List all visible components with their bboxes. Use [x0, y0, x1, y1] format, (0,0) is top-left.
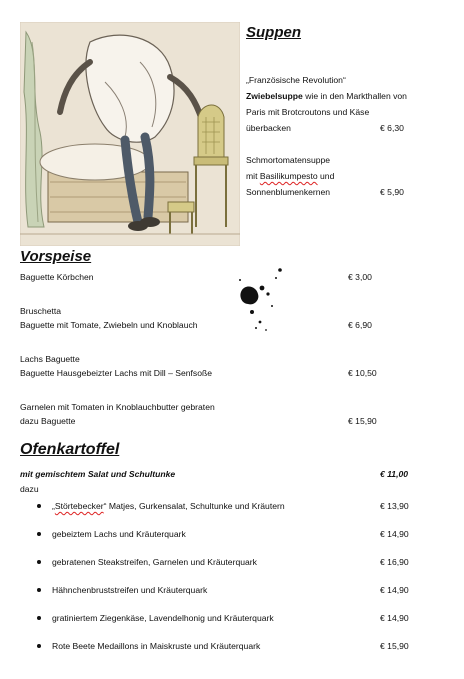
bullet-dot — [37, 504, 41, 508]
suppe1-name: Zwiebelsuppe — [246, 91, 303, 101]
suppen-heading: Suppen — [246, 24, 301, 41]
bullet-dot — [37, 616, 41, 620]
ofenkartoffel-item-label: Hähnchenbruststreifen und Kräuterquark — [52, 585, 208, 595]
vorspeise-item-price: € 15,90 — [348, 416, 377, 426]
vorspeise-item-title: Garnelen mit Tomaten in Knoblauchbutter gebraten — [20, 402, 215, 412]
ofenkartoffel-item-price: € 15,90 — [380, 641, 409, 651]
suppe1-price: € 6,30 — [380, 123, 404, 133]
vorspeise-item-title: Baguette Körbchen — [20, 272, 94, 282]
vorspeise-item-price: € 6,90 — [348, 320, 372, 330]
suppe1-line1: „Französische Revolution“ — [246, 75, 346, 85]
ofenkartoffel-item-price: € 14,90 — [380, 585, 409, 595]
suppe2-line1: Schmortomatensuppe — [246, 155, 331, 165]
vorspeise-item-desc: Baguette mit Tomate, Zwiebeln und Knoblauch — [20, 320, 198, 330]
ofenkartoffel-item-price: € 14,90 — [380, 529, 409, 539]
vorspeise-item-price: € 3,00 — [348, 272, 372, 282]
ofenkartoffel-item-label: gebratenen Steakstreifen, Garnelen und Kräuterquark — [52, 557, 257, 567]
suppe2-line3: Sonnenblumenkernen — [246, 187, 331, 197]
bullet-dot — [37, 588, 41, 592]
ofenkartoffel-dazu: dazu — [20, 484, 39, 494]
ofenkartoffel-heading: Ofenkartoffel — [20, 441, 120, 458]
vorspeise-item-title: Lachs Baguette — [20, 354, 80, 364]
ink-splatter — [232, 264, 296, 336]
ofenkartoffel-item-label: gebeiztem Lachs und Kräuterquark — [52, 529, 186, 539]
cook-illustration — [20, 22, 240, 246]
ofenkartoffel-item-price: € 13,90 — [380, 501, 409, 511]
vorspeise-item-desc: dazu Baguette — [20, 416, 76, 426]
suppe2-price: € 5,90 — [380, 187, 404, 197]
bullet-dot — [37, 644, 41, 648]
vorspeise-item-title: Bruschetta — [20, 306, 62, 316]
vorspeise-heading: Vorspeise — [20, 248, 92, 265]
ofenkartoffel-item-label: Rote Beete Medaillons in Maiskruste und Kräuterquark — [52, 641, 261, 651]
suppe1-line4: überbacken — [246, 123, 291, 133]
vorspeise-item-desc: Baguette Hausgebeizter Lachs mit Dill – Senfsoße — [20, 368, 213, 378]
suppe1-line2: Zwiebelsuppe wie in den Markthallen von — [246, 91, 407, 101]
ofenkartoffel-item-price: € 16,90 — [380, 557, 409, 567]
ofenkartoffel-item-label: „Störtebecker“ Matjes, Gurkensalat, Schultunke und Kräutern — [52, 501, 285, 511]
suppe2-line2: mit Basilikumpesto und — [246, 171, 335, 181]
vorspeise-item-price: € 10,50 — [348, 368, 377, 378]
ofenkartoffel-subtitle: mit gemischtem Salat und Schultunke — [20, 469, 176, 479]
bullet-dot — [37, 532, 41, 536]
ofenkartoffel-base-price: € 11,00 — [380, 469, 409, 479]
ofenkartoffel-item-price: € 14,90 — [380, 613, 409, 623]
suppe1-line3: Paris mit Brotcroutons und Käse — [246, 107, 370, 117]
ofenkartoffel-item-label: gratiniertem Ziegenkäse, Lavendelhonig und Kräuterquark — [52, 613, 274, 623]
bullet-dot — [37, 560, 41, 564]
